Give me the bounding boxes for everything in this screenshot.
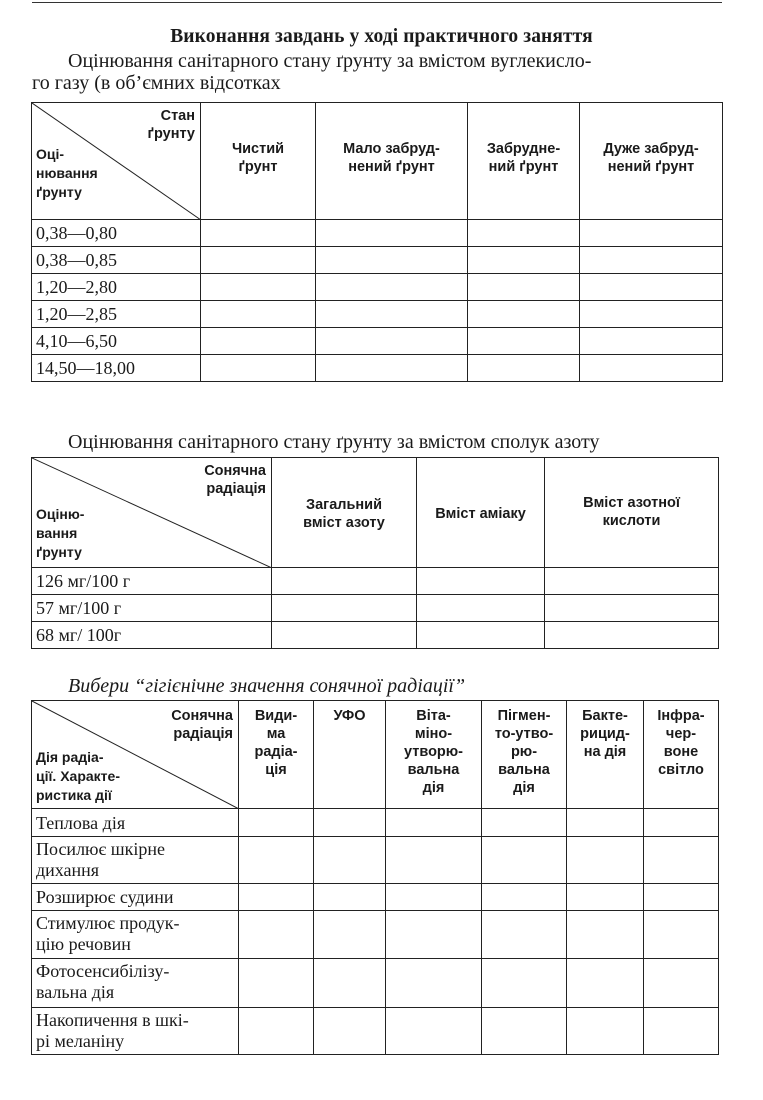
table-cell[interactable]	[482, 911, 567, 959]
table-cell[interactable]	[567, 959, 644, 1008]
table-cell[interactable]	[644, 1008, 719, 1055]
row-label-line: Посилює шкірне	[36, 839, 165, 859]
table-cell[interactable]	[644, 884, 719, 911]
co2-row-label: 0,38—0,80	[32, 220, 201, 247]
corner-top-line: Сонячна	[204, 463, 266, 479]
corner-bottom-line: ґрунту	[36, 184, 82, 200]
header-line: радіа-	[254, 744, 298, 760]
nitrogen-row-label: 57 мг/100 г	[32, 595, 272, 622]
table-cell[interactable]	[482, 837, 567, 884]
table-cell[interactable]	[417, 568, 545, 595]
header-line: рицид-	[580, 726, 630, 742]
nitrogen-heading-text: Оцінювання санітарного стану ґрунту за вмістом сполук азоту	[68, 431, 600, 453]
column-header-polluted	[468, 103, 580, 220]
table-cell[interactable]	[567, 837, 644, 884]
table-cell[interactable]	[567, 911, 644, 959]
co2-row-label: 0,38—0,85	[32, 247, 201, 274]
table-cell[interactable]	[386, 1008, 482, 1055]
table-cell[interactable]	[239, 809, 314, 837]
solar-corner-header	[32, 701, 239, 809]
header-line: чер-	[665, 726, 697, 742]
solar-row-label	[32, 911, 239, 959]
table-cell[interactable]	[316, 301, 468, 328]
table-cell[interactable]	[314, 809, 386, 837]
table-cell[interactable]	[580, 274, 723, 301]
table-cell[interactable]	[239, 1008, 314, 1055]
table-cell[interactable]	[482, 884, 567, 911]
header-line: дія	[513, 780, 535, 796]
header-line: утворю-	[404, 744, 463, 760]
header-line: нений ґрунт	[607, 159, 695, 175]
corner-top-line: радіація	[173, 726, 233, 742]
co2-row-label: 1,20—2,80	[32, 274, 201, 301]
table-cell[interactable]	[201, 247, 316, 274]
table-cell[interactable]	[468, 301, 580, 328]
table-cell[interactable]	[239, 837, 314, 884]
table-cell[interactable]	[201, 355, 316, 382]
table-cell[interactable]	[386, 837, 482, 884]
header-line: вміст азоту	[303, 515, 385, 531]
table-cell[interactable]	[316, 274, 468, 301]
nitrogen-corner-header	[32, 458, 272, 568]
table-cell[interactable]	[417, 622, 545, 649]
table-cell[interactable]	[545, 568, 719, 595]
table-cell[interactable]	[272, 568, 417, 595]
row-label-line: дихання	[36, 860, 100, 880]
header-line: Вміст азотної	[583, 495, 680, 511]
table-cell[interactable]	[545, 622, 719, 649]
header-line: на дія	[583, 744, 627, 760]
nitrogen-table	[31, 457, 719, 649]
solar-row-label	[32, 1008, 239, 1055]
header-line: Забрудне-	[486, 141, 561, 157]
column-header-visible-radiation	[239, 701, 314, 809]
header-line: вальна	[498, 762, 550, 778]
table-cell[interactable]	[468, 247, 580, 274]
column-header-pigment-forming	[482, 701, 567, 809]
header-line: рю-	[510, 744, 538, 760]
header-line: Види-	[254, 708, 298, 724]
table-cell[interactable]	[580, 355, 723, 382]
table-cell[interactable]	[314, 959, 386, 1008]
solar-row-label	[32, 837, 239, 884]
nitrogen-section-heading	[32, 431, 732, 453]
table-cell[interactable]	[644, 911, 719, 959]
corner-top-line: Сонячна	[171, 708, 233, 724]
header-line: то-утво-	[494, 726, 554, 742]
solar-row-label	[32, 959, 239, 1008]
column-header-bactericidal	[567, 701, 644, 809]
header-line: Пігмен-	[497, 708, 551, 724]
header-line: Інфра-	[657, 708, 705, 724]
table-cell[interactable]	[567, 884, 644, 911]
table-cell[interactable]	[386, 809, 482, 837]
row-label-line: рі меланіну	[36, 1031, 125, 1051]
nitrogen-corner-bottom	[36, 505, 84, 562]
table-cell[interactable]	[201, 301, 316, 328]
row-label-line: Фотосенсибілізу-	[36, 961, 170, 981]
co2-heading-line2: го газу (в об’ємних відсотках	[32, 72, 281, 94]
header-line: нений ґрунт	[348, 159, 435, 175]
table-cell[interactable]	[316, 247, 468, 274]
header-line: воне	[663, 744, 699, 760]
corner-top-line: радіація	[206, 481, 266, 497]
header-line: ний ґрунт	[488, 159, 559, 175]
header-line: Чистий	[231, 141, 285, 157]
column-header-heavily-polluted	[580, 103, 723, 220]
nitrogen-corner-top	[204, 462, 266, 498]
solar-section-heading	[32, 675, 732, 697]
table-cell[interactable]	[386, 959, 482, 1008]
table-cell[interactable]	[545, 595, 719, 622]
header-line: Вміст аміаку	[435, 506, 526, 522]
table-cell[interactable]	[316, 355, 468, 382]
header-line: Дуже забруд-	[603, 141, 699, 157]
co2-row-label: 14,50—18,00	[32, 355, 201, 382]
table-cell[interactable]	[644, 959, 719, 1008]
nitrogen-row-label: 68 мг/ 100г	[32, 622, 272, 649]
table-cell[interactable]	[580, 247, 723, 274]
corner-bottom-line: Оці-	[36, 146, 65, 162]
column-header-uv	[314, 701, 386, 809]
solar-heading-text: Вибери “гігієнічне значення сонячної радіації”	[68, 675, 466, 697]
table-cell[interactable]	[468, 274, 580, 301]
co2-row-label: 4,10—6,50	[32, 328, 201, 355]
table-cell[interactable]	[567, 1008, 644, 1055]
table-cell[interactable]	[386, 884, 482, 911]
header-line: вальна	[407, 762, 460, 778]
row-label-line: вальна дія	[36, 982, 115, 1002]
co2-corner-header	[32, 103, 201, 220]
solar-row-label	[32, 809, 239, 837]
table-cell[interactable]	[201, 328, 316, 355]
table-cell[interactable]	[482, 1008, 567, 1055]
table-cell[interactable]	[272, 595, 417, 622]
corner-bottom-line: ристика дії	[36, 787, 112, 803]
header-line: Мало забруд-	[343, 141, 440, 157]
table-cell[interactable]	[468, 355, 580, 382]
column-header-total-nitrogen	[272, 458, 417, 568]
table-cell[interactable]	[201, 274, 316, 301]
solar-row-label	[32, 884, 239, 911]
solar-corner-bottom	[36, 748, 120, 805]
corner-top-line: ґрунту	[147, 126, 195, 142]
table-cell[interactable]	[468, 220, 580, 247]
table-cell[interactable]	[314, 837, 386, 884]
top-rule	[32, 2, 722, 3]
table-cell[interactable]	[316, 328, 468, 355]
corner-bottom-line: ції. Характе-	[36, 768, 120, 784]
corner-bottom-line: нювання	[36, 165, 98, 181]
header-line: Загальний	[306, 497, 382, 513]
table-cell[interactable]	[201, 220, 316, 247]
header-line: Бакте-	[582, 708, 628, 724]
table-cell[interactable]	[314, 911, 386, 959]
nitrogen-row-label: 126 мг/100 г	[32, 568, 272, 595]
table-cell[interactable]	[386, 911, 482, 959]
table-cell[interactable]	[580, 301, 723, 328]
header-line: світло	[658, 762, 704, 778]
table-cell[interactable]	[644, 809, 719, 837]
column-header-vitamin-forming	[386, 701, 482, 809]
corner-bottom-line: Оціню-	[36, 506, 85, 522]
table-cell[interactable]	[482, 959, 567, 1008]
column-header-nitric-acid	[545, 458, 719, 568]
row-label-line: Розширює судини	[36, 887, 174, 907]
column-header-clean-soil	[201, 103, 316, 220]
row-label-line: цію речовин	[36, 934, 131, 954]
table-cell[interactable]	[417, 595, 545, 622]
table-cell[interactable]	[314, 1008, 386, 1055]
co2-corner-top	[148, 107, 196, 143]
corner-bottom-line: Дія радіа-	[36, 749, 104, 765]
column-header-infrared	[644, 701, 719, 809]
table-cell[interactable]	[272, 622, 417, 649]
column-header-slightly-polluted	[316, 103, 468, 220]
row-label-line: Стимулює продук-	[36, 913, 180, 933]
table-cell[interactable]	[580, 220, 723, 247]
co2-corner-bottom	[36, 145, 98, 202]
table-cell[interactable]	[482, 809, 567, 837]
table-cell[interactable]	[468, 328, 580, 355]
corner-bottom-line: вання	[36, 525, 78, 541]
row-label-line: Теплова дія	[36, 812, 126, 833]
header-line: ма	[266, 726, 286, 742]
page-title: Виконання завдань у ході практичного заняття	[170, 26, 593, 47]
table-cell[interactable]	[239, 959, 314, 1008]
row-label-line: Накопичення в шкі-	[36, 1010, 189, 1030]
solar-corner-top	[171, 707, 233, 743]
table-cell[interactable]	[239, 911, 314, 959]
table-cell[interactable]	[316, 220, 468, 247]
table-cell[interactable]	[239, 884, 314, 911]
table-cell[interactable]	[580, 328, 723, 355]
header-line: УФО	[333, 708, 366, 724]
co2-row-label: 1,20—2,85	[32, 301, 201, 328]
header-line: ція	[265, 762, 287, 778]
header-line: Віта-	[416, 708, 451, 724]
header-line: кислоти	[602, 513, 661, 529]
corner-bottom-line: ґрунту	[36, 544, 82, 560]
corner-top-line: Стан	[160, 108, 195, 124]
co2-table	[31, 102, 723, 382]
co2-heading-line1: Оцінювання санітарного стану ґрунту за вмістом вуглекисло-	[68, 50, 592, 72]
header-line: міно-	[414, 726, 453, 742]
header-line: дія	[422, 780, 445, 796]
table-cell[interactable]	[314, 884, 386, 911]
solar-table	[31, 700, 719, 1055]
header-line: ґрунт	[238, 159, 278, 175]
table-cell[interactable]	[644, 837, 719, 884]
table-cell[interactable]	[567, 809, 644, 837]
co2-section-heading	[32, 50, 732, 94]
column-header-ammonia	[417, 458, 545, 568]
